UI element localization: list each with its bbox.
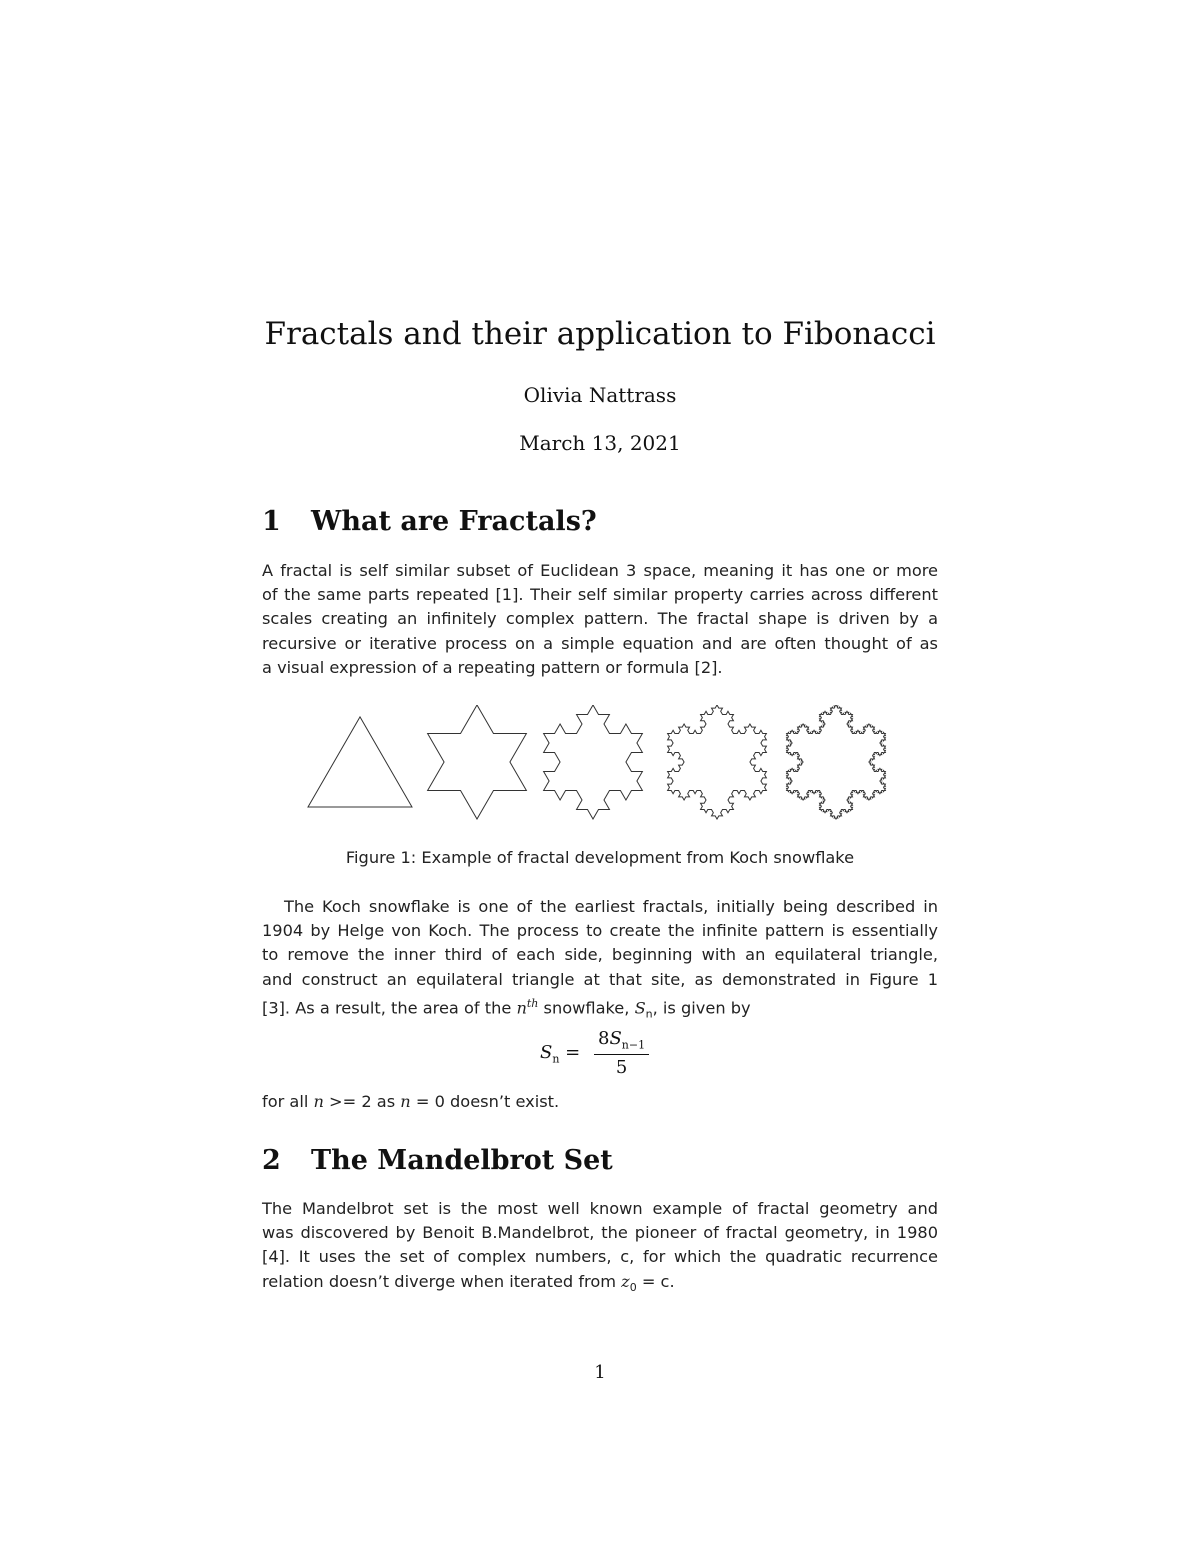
paper-date: March 13, 2021 bbox=[519, 431, 681, 455]
math-n: n bbox=[313, 1092, 324, 1111]
section-title: What are Fractals? bbox=[311, 506, 597, 537]
equation-lhs: S bbox=[540, 1041, 553, 1063]
math-n: n bbox=[516, 998, 527, 1018]
koch-snowflake-figure bbox=[300, 705, 900, 820]
section-1-paragraph-2 bbox=[262, 895, 938, 1027]
text-fragment: , is given by bbox=[652, 998, 751, 1018]
page-number: 1 bbox=[594, 1362, 606, 1383]
text-line: and construct an equilateral triangle at that site, as demonstrated in Figure 1 bbox=[262, 969, 938, 989]
text-line: The Koch snowflake is one of the earliest fractals, initially being described in bbox=[284, 897, 938, 916]
section-number: 1 bbox=[262, 506, 281, 537]
author-name: Olivia Nattrass bbox=[523, 383, 677, 407]
koch-iteration-2 bbox=[544, 705, 643, 819]
text-line: to remove the inner third of each side, beginning with an equilateral triangle, bbox=[262, 945, 938, 965]
text-line bbox=[262, 992, 938, 1027]
section-number: 2 bbox=[262, 1145, 281, 1176]
text-line: a visual expression of a repeating pattern or formula [2]. bbox=[262, 657, 723, 677]
equals-sign: = bbox=[565, 1041, 581, 1063]
math-S: S bbox=[634, 998, 646, 1018]
math-subscript: 0 bbox=[629, 1280, 637, 1294]
koch-iteration-3 bbox=[668, 705, 767, 819]
section-2-paragraph bbox=[262, 1197, 938, 1300]
after-equation-text bbox=[262, 1090, 938, 1114]
fraction-numerator bbox=[594, 1028, 649, 1055]
numerator-coefficient: 8 bbox=[598, 1028, 610, 1049]
section-1-paragraph-1 bbox=[262, 559, 938, 680]
text-line bbox=[262, 1090, 938, 1114]
text-line bbox=[262, 1270, 938, 1300]
text-fragment: = c. bbox=[636, 1271, 675, 1291]
section-title: The Mandelbrot Set bbox=[311, 1145, 613, 1176]
paper-title: Fractals and their application to Fibonacci bbox=[264, 316, 936, 352]
text-line: recursive or iterative process on a simple equation and are often thought of as bbox=[262, 633, 938, 653]
text-line: 1904 by Helge von Koch. The process to create the infinite pattern is essentially bbox=[262, 921, 938, 941]
text-line: [4]. It uses the set of complex numbers, c, for which the quadratic recurrence bbox=[262, 1247, 938, 1267]
text-fragment: [3]. As a result, the area of the bbox=[262, 998, 517, 1018]
koch-iteration-1 bbox=[428, 705, 527, 819]
section-2-heading bbox=[262, 1145, 613, 1176]
text-fragment: snowflake, bbox=[538, 998, 635, 1018]
text-line: was discovered by Benoit B.Mandelbrot, the pioneer of fractal geometry, in 1980 bbox=[262, 1223, 938, 1243]
math-z: z bbox=[621, 1271, 630, 1291]
koch-iteration-0 bbox=[308, 717, 412, 807]
text-fragment: for all bbox=[262, 1092, 314, 1111]
equation-lhs-subscript: n bbox=[552, 1052, 560, 1066]
math-n: n bbox=[400, 1092, 411, 1111]
text-line: of the same parts repeated [1]. Their self similar property carries across different bbox=[262, 585, 938, 605]
numerator-S: S bbox=[609, 1028, 622, 1049]
text-fragment: = 0 doesn’t exist. bbox=[410, 1092, 560, 1111]
math-subscript: n bbox=[645, 1007, 653, 1021]
koch-iteration-4 bbox=[787, 705, 886, 819]
text-line: The Mandelbrot set is the most well known example of fractal geometry and bbox=[262, 1199, 938, 1218]
equation-fraction bbox=[594, 1028, 649, 1078]
numerator-subscript: n−1 bbox=[621, 1038, 646, 1052]
fraction-denominator: 5 bbox=[615, 1056, 628, 1078]
figure-caption: Figure 1: Example of fractal development from Koch snowflake bbox=[345, 848, 855, 867]
section-1-heading bbox=[262, 506, 597, 537]
text-line: scales creating an infinitely complex pattern. The fractal shape is driven by a bbox=[262, 609, 938, 629]
text-fragment: relation doesn’t diverge when iterated from bbox=[262, 1271, 622, 1291]
text-fragment: >= 2 as bbox=[323, 1092, 401, 1111]
math-superscript: th bbox=[526, 996, 539, 1010]
area-equation bbox=[540, 1028, 649, 1078]
text-line: A fractal is self similar subset of Euclidean 3 space, meaning it has one or more bbox=[262, 561, 938, 580]
